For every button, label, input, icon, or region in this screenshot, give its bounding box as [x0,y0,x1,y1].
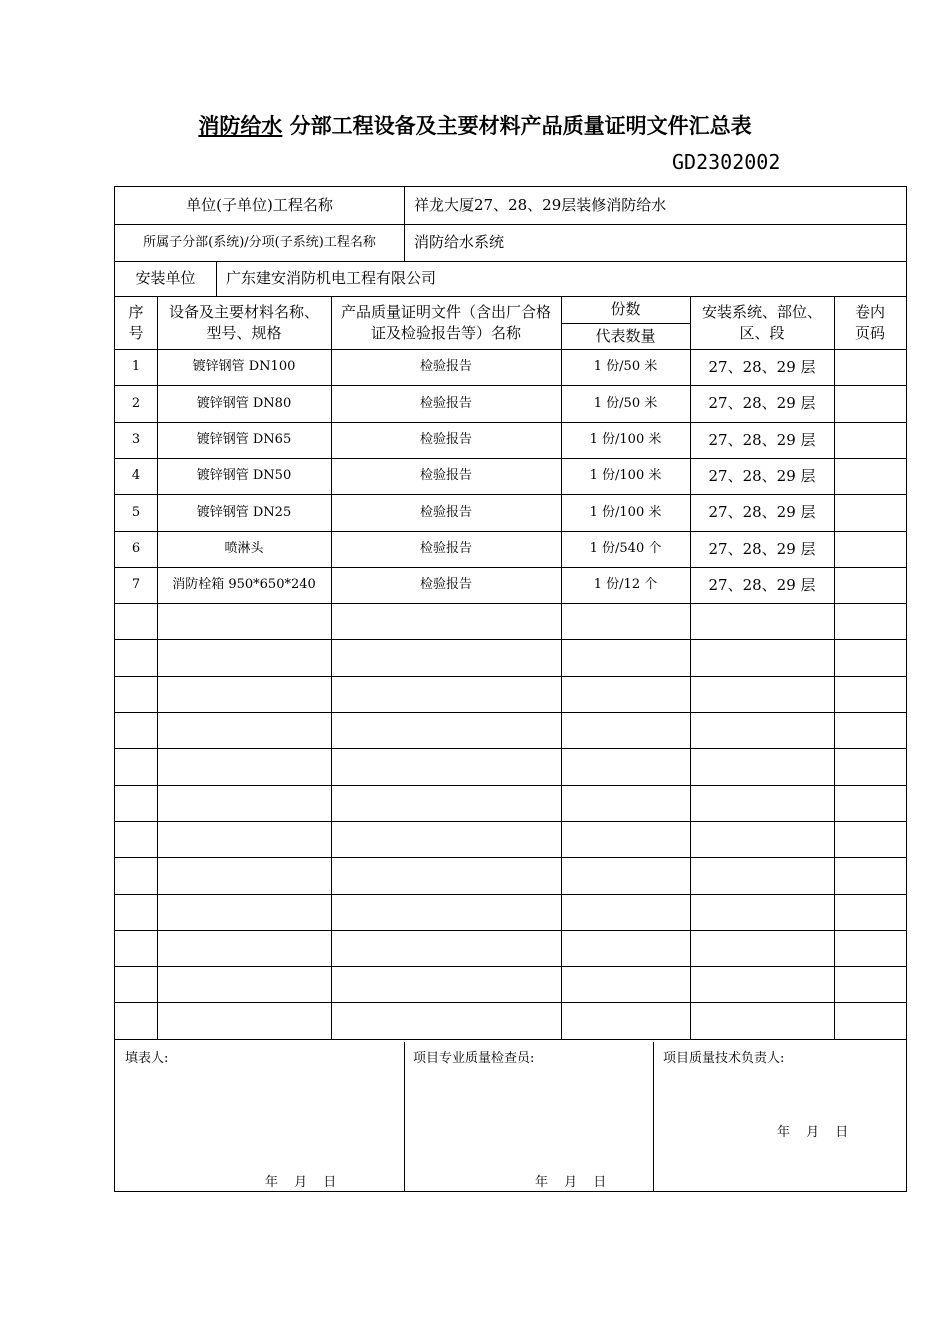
row-location [690,930,834,966]
row-location [690,603,834,639]
page-title [0,110,950,140]
row-location [690,821,834,857]
row-copies [561,1002,690,1038]
row-location [690,676,834,712]
row-copies: 1 份/540 个 [589,540,662,556]
row-document [331,821,561,857]
header-page: 卷内页码 [854,303,885,342]
filler-label: 填表人: [125,1051,169,1066]
row-material [157,748,331,784]
row-seq: 7 [131,577,141,593]
row-document [331,894,561,930]
row-material: 镀锌钢管 DN100 [192,359,296,375]
row-page [834,894,906,930]
row-copies: 1 份/100 米 [589,431,662,447]
row-copies [561,639,690,675]
row-page [834,422,906,458]
row-copies: 1 份/12 个 [593,577,658,593]
row-location [690,785,834,821]
row-material [157,639,331,675]
row-document [331,857,561,893]
subsystem-label: 所属子分部(系统)/分项(子系统)工程名称 [143,234,376,250]
row-document [331,712,561,748]
row-copies [561,930,690,966]
row-material: 镀锌钢管 DN80 [196,395,292,411]
row-seq [115,966,157,1002]
row-copies [561,785,690,821]
row-location: 27、28、29 层 [708,503,816,522]
row-location: 27、28、29 层 [708,575,816,594]
row-page [834,385,906,421]
row-location [690,894,834,930]
row-seq [115,785,157,821]
row-document: 检验报告 [419,540,472,556]
row-page [834,1002,906,1038]
header-seq: 序号 [128,303,144,342]
row-seq [115,603,157,639]
row-seq: 1 [131,359,141,375]
inspector-date: 年 月 日 [535,1175,607,1190]
row-document [331,1002,561,1038]
row-material [157,894,331,930]
row-material: 喷淋头 [224,540,264,556]
row-page [834,748,906,784]
row-page [834,531,906,567]
row-material: 镀锌钢管 DN65 [196,431,292,447]
row-copies [561,748,690,784]
header-document: 产品质量证明文件（含出厂合格证及检验报告等）名称 [340,303,551,342]
row-document [331,603,561,639]
tech-lead-label: 项目质量技术负责人: [663,1051,785,1066]
form-table [114,186,907,1192]
row-page [834,458,906,494]
row-location: 27、28、29 层 [708,394,816,413]
row-location [690,639,834,675]
row-location: 27、28、29 层 [708,430,816,449]
row-page [834,966,906,1002]
header-material: 设备及主要材料名称、型号、规格 [169,303,320,342]
row-seq [115,676,157,712]
row-seq [115,857,157,893]
row-document [331,748,561,784]
row-page [834,603,906,639]
row-seq [115,748,157,784]
row-copies [561,894,690,930]
row-location: 27、28、29 层 [708,466,816,485]
subsystem-value: 消防给水系统 [414,233,505,252]
row-material [157,930,331,966]
row-material [157,821,331,857]
row-seq [115,639,157,675]
row-seq [115,894,157,930]
project-value: 祥龙大厦27、28、29层装修消防给水 [414,196,667,215]
row-seq: 4 [131,468,141,484]
row-material [157,785,331,821]
row-copies: 1 份/100 米 [589,504,662,520]
row-page [834,567,906,603]
row-page [834,821,906,857]
header-location: 安装系统、部位、区、段 [701,303,822,342]
row-page [834,930,906,966]
row-copies [561,712,690,748]
row-document: 检验报告 [419,468,472,484]
row-material [157,676,331,712]
row-material [157,966,331,1002]
row-document: 检验报告 [419,359,472,375]
row-location [690,1002,834,1038]
row-copies: 1 份/100 米 [589,468,662,484]
inspector-label: 项目专业质量检查员: [413,1051,535,1066]
row-seq [115,1002,157,1038]
project-label: 单位(子单位)工程名称 [186,196,333,215]
row-copies [561,966,690,1002]
row-document [331,639,561,675]
row-document [331,785,561,821]
row-seq [115,930,157,966]
row-document: 检验报告 [419,431,472,447]
row-location [690,712,834,748]
doc-code: GD2302002 [672,150,781,174]
header-quantity: 代表数量 [595,326,656,345]
row-document [331,966,561,1002]
row-location [690,748,834,784]
row-copies [561,821,690,857]
row-seq: 6 [131,540,141,556]
filler-date: 年 月 日 [265,1175,337,1190]
row-page [834,857,906,893]
tech-lead-date: 年 月 日 [777,1125,849,1140]
row-location: 27、28、29 层 [708,539,816,558]
installer-value: 广东建安消防机电工程有限公司 [226,269,437,288]
row-seq [115,821,157,857]
row-location [690,966,834,1002]
row-copies [561,603,690,639]
row-material: 消防栓箱 950*650*240 [172,577,316,593]
row-location: 27、28、29 层 [708,358,816,377]
installer-label: 安装单位 [135,269,196,288]
row-material [157,712,331,748]
title-underlined: 消防给水 [198,114,283,138]
row-copies [561,857,690,893]
title-rest: 分部工程设备及主要材料产品质量证明文件汇总表 [289,114,752,138]
row-document: 检验报告 [419,395,472,411]
row-page [834,639,906,675]
row-page [834,494,906,530]
row-seq: 2 [131,395,141,411]
row-copies: 1 份/50 米 [593,395,658,411]
row-page [834,712,906,748]
row-page [834,676,906,712]
row-seq [115,712,157,748]
row-location [690,857,834,893]
row-seq: 3 [131,431,141,447]
header-copies: 份数 [610,300,641,319]
row-copies: 1 份/50 米 [593,359,658,375]
row-document: 检验报告 [419,504,472,520]
row-copies [561,676,690,712]
row-page [834,349,906,385]
row-document [331,676,561,712]
row-seq: 5 [131,504,141,520]
row-material [157,603,331,639]
row-document: 检验报告 [419,577,472,593]
row-material: 镀锌钢管 DN25 [196,504,292,520]
row-material: 镀锌钢管 DN50 [196,468,292,484]
row-material [157,857,331,893]
row-document [331,930,561,966]
row-page [834,785,906,821]
row-material [157,1002,331,1038]
